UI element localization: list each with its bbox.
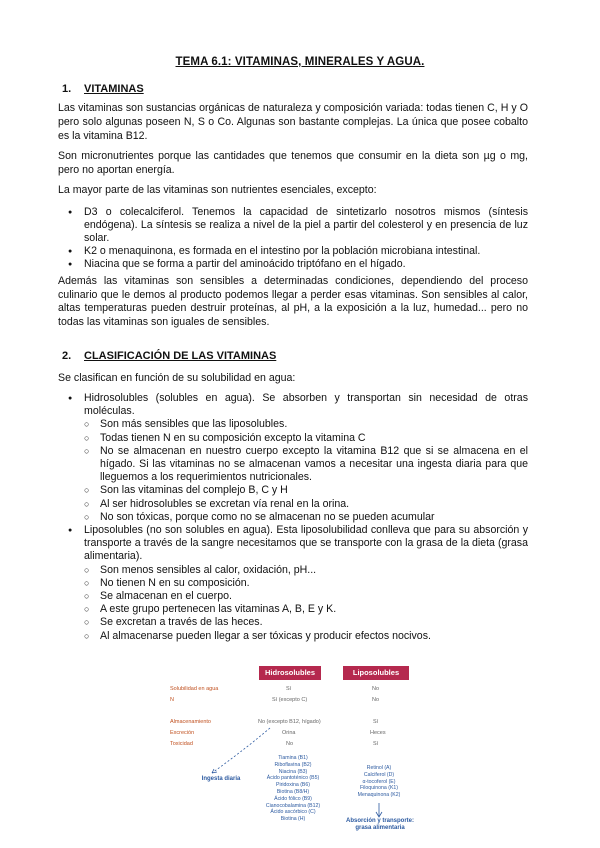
hidro-vitamin-list	[262, 755, 324, 823]
list-item: Biotina (B8/H)	[276, 788, 310, 795]
header-hidrosolubles: Hidrosolubles	[259, 666, 321, 680]
list-item-liposolubles	[58, 524, 528, 643]
list-item: Ácido pantoténico (B5)	[266, 775, 320, 782]
row-label: N	[170, 697, 174, 703]
hidro-description: ● Hidrosolubles (solubles en agua). Se absorben y transportan sin necesidad de otras moléculas.	[84, 392, 528, 418]
list-item: ○ Todas tienen N en su composición excepto la vitamina C	[58, 432, 528, 445]
list-item: Ácido ascórbico (C)	[270, 809, 316, 816]
section-1-heading	[62, 83, 144, 95]
list-item: ○ Son menos sensibles al calor, oxidación, pH...	[58, 564, 528, 577]
list-item: α-tocoferol (E)	[362, 778, 396, 785]
cell-lipo: No	[372, 686, 380, 692]
list-item: ○ Al almacenarse pueden llegar a ser tóxicas y producir efectos nocivos.	[58, 630, 528, 643]
list-item-hidrosolubles	[58, 392, 528, 524]
section-1-paragraph-4: Además las vitaminas son sensibles a determinadas condiciones, dependiendo del proceso culinario que le demos al producto podemos llegar a perder esas vitaminas. Son sensibles al calor, altas temperaturas pueden destruir proteínas, al pH, a la exposición a la luz, humedad... pero no todas las vitaminas son iguales de sensibles.	[58, 275, 528, 328]
exceptions-list	[58, 206, 528, 271]
list-item: Ácido fólico (B9)	[274, 795, 312, 802]
section-2-number: 2.	[62, 350, 72, 362]
document-title: TEMA 6.1: VITAMINAS, MINERALES Y AGUA.	[175, 56, 425, 68]
list-item: ● K2 o menaquinona, es formada en el intestino por la población microbiana intestinal.	[58, 245, 528, 258]
list-item: ● Niacina que se forma a partir del aminoácido triptófano en el hígado.	[58, 258, 528, 271]
section-1-number: 1.	[62, 83, 72, 95]
classification-list	[58, 392, 528, 643]
cell-hidro: No	[286, 741, 294, 747]
list-item: Calciferol (D)	[363, 771, 395, 778]
section-2-intro: Se clasifican en función de su solubilidad en agua:	[58, 372, 296, 384]
row-label: Excreción	[170, 730, 195, 736]
list-item: ● D3 o colecalciferol. Tenemos la capacidad de sintetizarlo nosotros mismos (síntesis endógena). La síntesis se realiza a nivel de la piel a partir del colesterol y en presencia de luz solar.	[58, 206, 528, 245]
list-item: Niacina (B3)	[278, 768, 308, 775]
list-item: Piridoxina (B6)	[275, 782, 311, 789]
cell-lipo: Sí	[373, 719, 379, 725]
list-item: Retinol (A)	[366, 765, 392, 771]
section-1-paragraph-3: La mayor parte de las vitaminas son nutrientes esenciales, excepto:	[58, 184, 377, 196]
section-1-title: VITAMINAS	[84, 83, 144, 95]
cell-hidro: Orina	[282, 730, 296, 736]
row-label: Solubilidad en agua	[170, 686, 219, 692]
list-item: ○ Al ser hidrosolubles se excretan vía renal en la orina.	[58, 498, 528, 511]
list-item: ○ No son tóxicas, porque como no se almacenan no se pueden acumular	[58, 511, 528, 524]
annotation-ingesta-diaria: Ingesta diaria	[201, 776, 241, 782]
cell-lipo: No	[372, 697, 380, 703]
section-2-title: CLASIFICACIÓN DE LAS VITAMINAS	[84, 350, 277, 362]
cell-hidro: Sí	[286, 686, 292, 692]
header-liposolubles: Liposolubles	[343, 666, 409, 680]
list-item: Filoquinona (K1)	[359, 785, 399, 792]
section-1-paragraph-1: Las vitaminas son sustancias orgánicas de naturaleza y composición variada: todas tienen C, H y O pero solo algunas poseen N, S o Co. Algunas son bastante complejas. La única que posee cobalto es la vitamina B12.	[58, 102, 528, 142]
list-item: Biotina (H)	[280, 816, 306, 823]
list-item: ○ Se excretan a través de las heces.	[58, 616, 528, 629]
row-label: Almacenamiento	[170, 719, 211, 725]
lipo-description: ● Liposolubles (no son solubles en agua). Esta liposolubilidad conlleva que para su absorción y transporte a través de la sangre necesitamos que se transporte con la grasa de la dieta (grasa alimentaria).	[84, 524, 528, 563]
list-item: ○ No tienen N en su composición.	[58, 577, 528, 590]
cell-lipo: Heces	[370, 730, 386, 736]
arrowhead-ingesta	[212, 769, 217, 773]
list-item: Menaquinona (K2)	[357, 792, 401, 799]
hidro-sublist	[58, 418, 528, 524]
lipo-vitamin-list	[350, 765, 408, 799]
cell-hidro: Sí (excepto C)	[272, 697, 308, 703]
list-item: ○ No se almacenan en nuestro cuerpo excepto la vitamina B12 que si se almacena en el hígado. Si las vitaminas no se almacenan vamos a necesitar una ingesta diaria para que lleguemos a los requerimientos nutricionales.	[58, 445, 528, 485]
list-item: ○ A este grupo pertenecen las vitaminas A, B, E y K.	[58, 603, 528, 616]
list-item: ○ Son más sensibles que las liposolubles.	[58, 418, 528, 431]
list-item: Cianocobalamina (B12)	[265, 802, 321, 809]
list-item: ○ Se almacenan en el cuerpo.	[58, 590, 528, 603]
section-2-heading	[62, 350, 276, 362]
list-item: Tiamina (B1)	[278, 755, 308, 761]
row-label: Toxicidad	[170, 741, 193, 747]
list-item: Riboflavina (B2)	[274, 761, 312, 768]
arrowhead-grasa	[376, 812, 382, 817]
lipo-sublist	[58, 564, 528, 643]
cell-lipo: Sí	[373, 741, 379, 747]
annotation-grasa-alimentaria: Absorción y transporte: grasa alimentaria	[345, 818, 414, 831]
list-item: ○ Son las vitaminas del complejo B, C y H	[58, 484, 528, 497]
section-1-paragraph-2: Son micronutrientes porque las cantidades que tenemos que consumir en la dieta son µg o mg, pero no aportan energía.	[58, 150, 528, 176]
cell-hidro: No (excepto B12, hígado)	[258, 719, 321, 725]
